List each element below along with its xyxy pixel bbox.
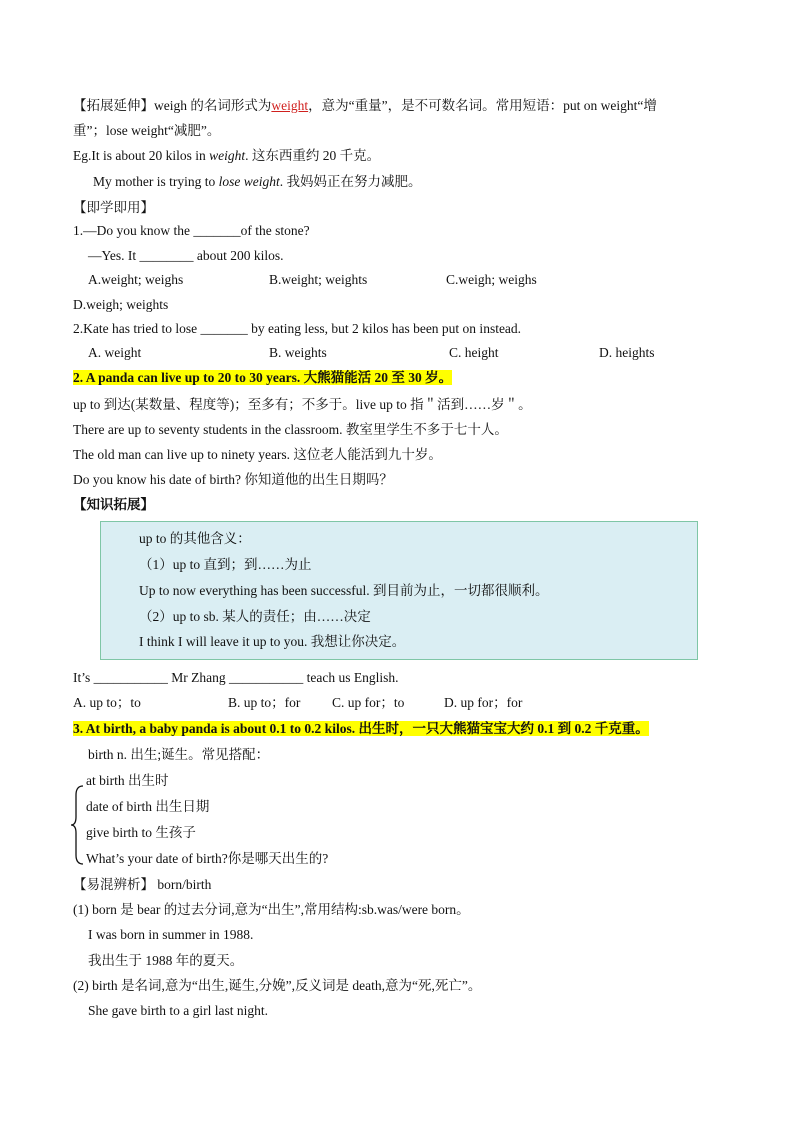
q2-option-a: A. weight <box>88 345 142 360</box>
extension-line-2: 重”；lose weight“减肥”。 <box>73 123 221 138</box>
example-1-translation: . 这东西重约 20 千克。 <box>245 148 381 163</box>
section-2-line-1: up to 到达(某数量、程度等)；至多有；不多于。live up to 指＂活到……岁＂。 <box>73 397 532 412</box>
box-line-1: up to 的其他含义： <box>139 531 251 546</box>
example-2-text: My mother is trying to <box>93 174 219 189</box>
section-2-title-text: 2. A panda can live up to 20 to 30 years. 大熊猫能活 20 至 30 岁。 <box>73 370 453 385</box>
example-1-italic: weight <box>209 148 246 163</box>
box-line-2: （1）up to 直到；到……为止 <box>139 557 312 572</box>
q2-option-b: B. weights <box>269 345 327 360</box>
box-line-5: I think I will leave it up to you. 我想让你决定。 <box>139 634 406 649</box>
collocation-4: What’s your date of birth?你是哪天出生的? <box>86 851 329 866</box>
collocation-3: give birth to 生孩子 <box>86 825 196 840</box>
curly-brace-icon <box>70 785 86 865</box>
extension-line-1 <box>73 97 657 115</box>
section-2-title <box>73 369 452 387</box>
s2-option-d: D. up for；for <box>444 695 523 710</box>
collocation-2: date of birth 出生日期 <box>86 799 210 814</box>
q1-option-c: C.weigh; weighs <box>446 272 537 287</box>
question-2: 2.Kate has tried to lose _______ by eating less, but 2 kilos has been put on instead. <box>73 321 522 336</box>
example-2-italic: lose weight <box>218 174 280 189</box>
answer-blank-weight: weight <box>271 98 309 113</box>
q2-option-c: C. height <box>449 345 499 360</box>
collocation-1: at birth 出生时 <box>86 773 169 788</box>
section-3-title <box>73 720 649 738</box>
s2-option-b: B. up to；for <box>228 695 301 710</box>
example-1 <box>73 147 380 165</box>
section-3-line-1: birth n. 出生;诞生。常见搭配： <box>88 747 270 762</box>
confusion-1-example: I was born in summer in 1988. <box>88 927 254 942</box>
knowledge-box <box>100 521 698 660</box>
example-2 <box>93 173 422 191</box>
section-2-line-2: There are up to seventy students in the classroom. 教室里学生不多于七十人。 <box>73 422 508 437</box>
confusion-1: (1) born 是 bear 的过去分词,意为“出生”,常用结构:sb.was/were born。 <box>73 902 470 917</box>
example-1-text: Eg.It is about 20 kilos in <box>73 148 210 163</box>
section-3-title-text: 3. At birth, a baby panda is about 0.1 to 0.2 kilos. 出生时，一只大熊猫宝宝大约 0.1 到 0.2 千克重。 <box>73 721 649 736</box>
confusion-2: (2) birth 是名词,意为“出生,诞生,分娩”,反义词是 death,意为“死,死亡”。 <box>73 978 482 993</box>
section-2-line-4: Do you know his date of birth? 你知道他的出生日期吗？ <box>73 472 393 487</box>
question-1: 1.—Do you know the _______of the stone? <box>73 223 310 238</box>
q2-option-d: D. heights <box>599 345 655 360</box>
s2-option-a: A. up to；to <box>73 695 141 710</box>
q1-option-a: A.weight; weighs <box>88 272 184 287</box>
section-2-question: It’s ___________ Mr Zhang ___________ teach us English. <box>73 670 399 685</box>
q1-option-d: D.weigh; weights <box>73 297 169 312</box>
section-2-line-3: The old man can live up to ninety years. 这位老人能活到九十岁。 <box>73 447 442 462</box>
practice-heading: 【即学即用】 <box>73 200 154 215</box>
s2-option-c: C. up for；to <box>332 695 405 710</box>
box-line-4: （2）up to sb. 某人的责任；由……决定 <box>139 609 371 624</box>
box-line-3: Up to now everything has been successful. 到目前为止，一切都很顺利。 <box>139 583 549 598</box>
confusion-heading: 【易混辨析】 born/birth <box>73 877 212 892</box>
q1-option-b: B.weight; weights <box>269 272 368 287</box>
confusion-1-translation: 我出生于 1988 年的夏天。 <box>88 953 244 968</box>
question-1-reply: —Yes. It ________ about 200 kilos. <box>88 248 284 263</box>
knowledge-heading: 【知识拓展】 <box>73 497 154 512</box>
extension-text: 【拓展延伸】weigh 的名词形式为 <box>73 98 272 113</box>
extension-text-cont: ，意为“重量”，是不可数名词。常用短语：put on weight“增 <box>308 98 657 113</box>
confusion-2-example: She gave birth to a girl last night. <box>88 1003 268 1018</box>
example-2-translation: . 我妈妈正在努力减肥。 <box>279 174 422 189</box>
